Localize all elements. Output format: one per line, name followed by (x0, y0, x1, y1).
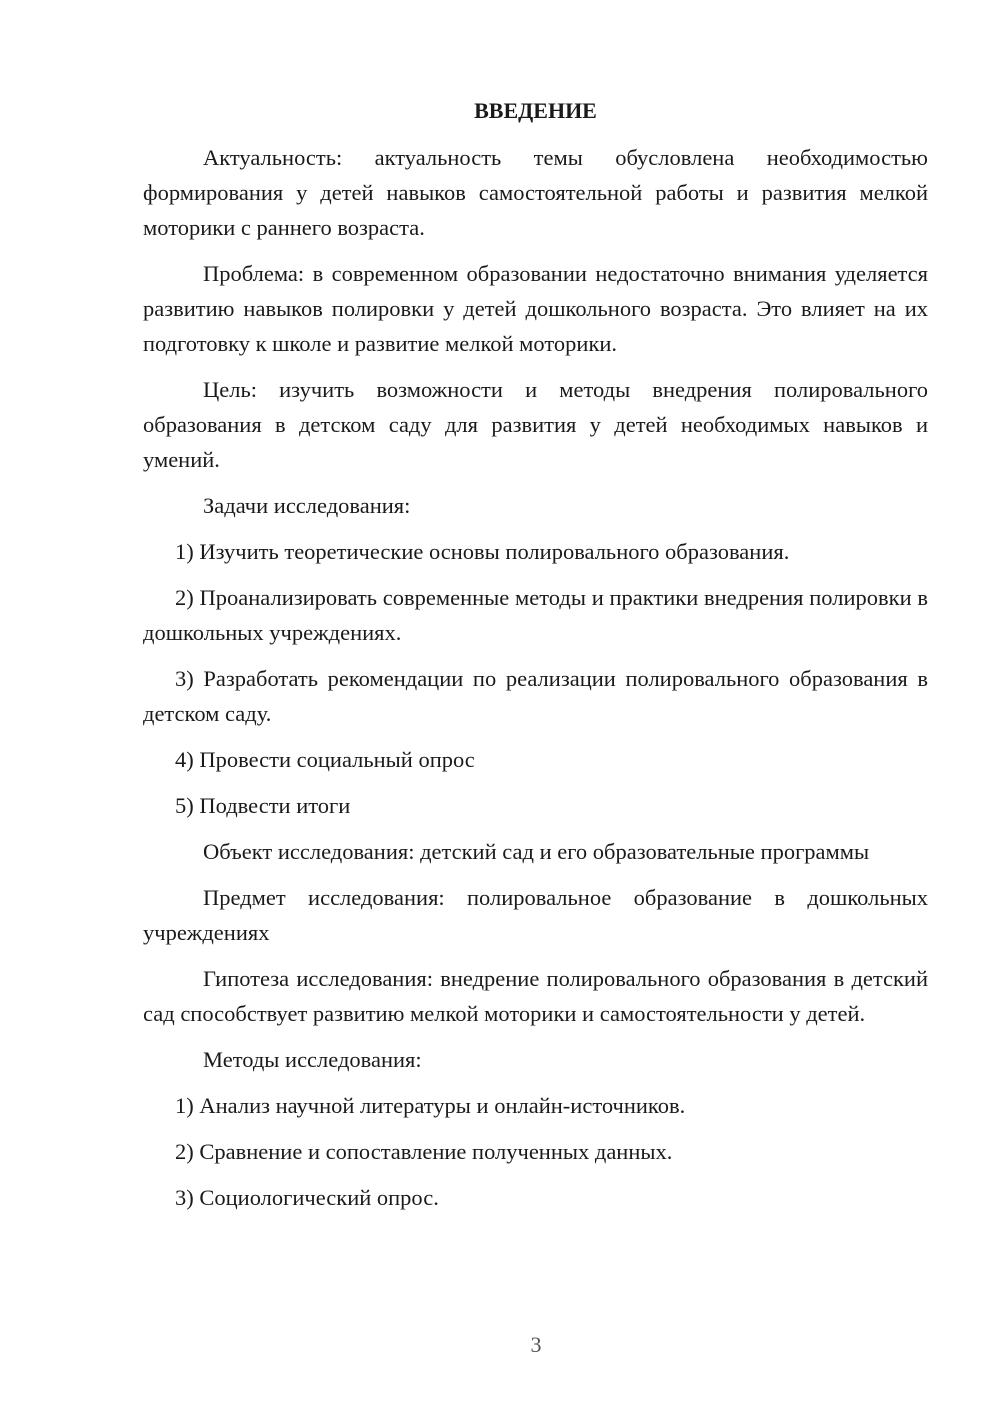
page-number: 3 (530, 1332, 542, 1357)
paragraph-object: Объект исследования: детский сад и его образовательные программы (203, 839, 870, 864)
paragraph-problem: Проблема: в современном образовании недостаточно внимания уделяется развитию навыков полировки у детей дошкольного возраста. Это влияет на их подготовку к школе и развитие мелкой моторики. (143, 261, 928, 356)
document-page (143, 96, 928, 1226)
paragraph-goal: Цель: изучить возможности и методы внедрения полировального образования в детском саду для развития у детей необходимых навыков и умений. (143, 377, 928, 472)
task-item-4: 4) Провести социальный опрос (175, 747, 475, 772)
paragraph-relevance: Актуальность: актуальность темы обусловлена необходимостью формирования у детей навыков самостоятельной работы и развития мелкой моторики с раннего возраста. (143, 145, 928, 240)
tasks-heading: Задачи исследования: (203, 493, 411, 518)
methods-heading: Методы исследования: (203, 1047, 422, 1072)
task-item-5: 5) Подвести итоги (175, 793, 351, 818)
method-item-2: 2) Сравнение и сопоставление полученных данных. (175, 1139, 673, 1164)
task-item-2: 2) Проанализировать современные методы и практики внедрения полировки в дошкольных учреждениях. (143, 585, 928, 645)
method-item-1: 1) Анализ научной литературы и онлайн-источников. (175, 1093, 686, 1118)
task-item-3: 3) Разработать рекомендации по реализации полировального образования в детском саду. (143, 666, 928, 726)
paragraph-hypothesis: Гипотеза исследования: внедрение полировального образования в детский сад способствует развитию мелкой моторики и самостоятельности у детей. (143, 966, 928, 1026)
page-title: ВВЕДЕНИЕ (474, 98, 597, 123)
task-item-1: 1) Изучить теоретические основы полировального образования. (175, 539, 790, 564)
paragraph-subject: Предмет исследования: полировальное образование в дошкольных учреждениях (143, 885, 928, 945)
method-item-3: 3) Социологический опрос. (175, 1185, 439, 1210)
